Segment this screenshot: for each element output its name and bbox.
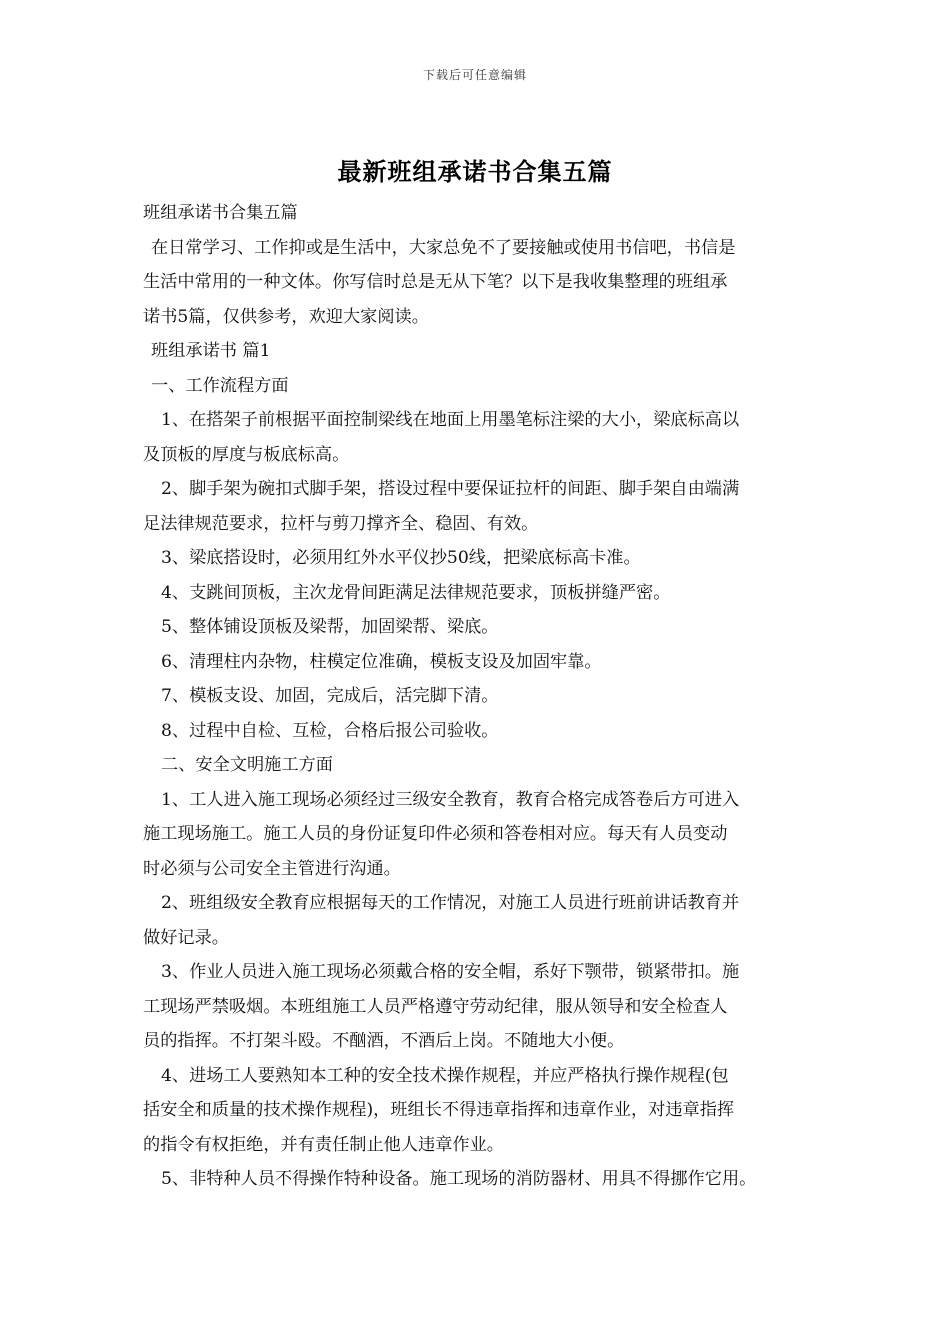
- text-line: 2、脚手架为碗扣式脚手架，搭设过程中要保证拉杆的间距、脚手架自由端满: [161, 479, 740, 499]
- page-header: 下载后可任意编辑: [422, 68, 527, 82]
- text-line: 施工现场施工。施工人员的身份证复印件必须和答卷相对应。每天有人员变动: [143, 824, 728, 844]
- text-line: 4、支跳间顶板，主次龙骨间距满足法律规范要求，顶板拼缝严密。: [161, 582, 671, 603]
- text-line: 员的指挥。不打架斗殴。不酗酒，不酒后上岗。不随地大小便。: [143, 1031, 625, 1051]
- text-line: 8、过程中自检、互检，合格后报公司验收。: [161, 720, 499, 741]
- text-line: 1、工人进入施工现场必须经过三级安全教育，教育合格完成答卷后方可进入: [161, 789, 740, 810]
- text-line: 生活中常用的一种文体。你写信时总是无从下笔？以下是我收集整理的班组承: [143, 272, 728, 292]
- text-line: 7、模板支设、加固，完成后，活完脚下清。: [161, 686, 499, 706]
- text-line: 3、作业人员进入施工现场必须戴合格的安全帽，系好下颚带，锁紧带扣。施: [161, 962, 740, 982]
- text-line: 在日常学习、工作抑或是生活中，大家总免不了要接触或使用书信吧，书信是: [151, 237, 736, 258]
- text-line: 6、清理柱内杂物，柱模定位准确，模板支设及加固牢靠。: [161, 651, 602, 672]
- text-line: 工现场严禁吸烟。本班组施工人员严格遵守劳动纪律，服从领导和安全检查人: [143, 996, 728, 1017]
- document-body: [143, 196, 813, 1197]
- text-line: 2、班组级安全教育应根据每天的工作情况，对施工人员进行班前讲话教育并: [161, 893, 740, 913]
- text-line: 3、梁底搭设时，必须用红外水平仪抄50线，把梁底标高卡准。: [161, 548, 641, 568]
- text-line: 一、工作流程方面: [151, 375, 289, 396]
- text-line: 班组承诺书 篇1: [151, 341, 271, 361]
- text-line: 足法律规范要求，拉杆与剪刀撑齐全、稳固、有效。: [143, 513, 539, 534]
- text-line: 5、整体铺设顶板及梁帮，加固梁帮、梁底。: [161, 617, 499, 637]
- text-line: 4、进场工人要熟知本工种的安全技术操作规程，并应严格执行操作规程(包: [161, 1065, 729, 1086]
- text-line: 班组承诺书合集五篇: [143, 203, 298, 223]
- text-line: 5、非特种人员不得操作特种设备。施工现场的消防器材、用具不得挪作它用。: [161, 1169, 757, 1189]
- text-line: 二、安全文明施工方面: [161, 755, 333, 775]
- text-line: 1、在搭架子前根据平面控制梁线在地面上用墨笔标注梁的大小，梁底标高以: [161, 410, 740, 430]
- text-line: 时必须与公司安全主管进行沟通。: [143, 858, 401, 879]
- document-title: 最新班组承诺书合集五篇: [337, 157, 613, 186]
- text-line: 括安全和质量的技术操作规程)，班组长不得违章指挥和违章作业，对违章指挥: [143, 1100, 735, 1120]
- text-line: 及顶板的厚度与板底标高。: [143, 444, 350, 465]
- text-line: 做好记录。: [143, 927, 229, 948]
- text-line: 的指令有权拒绝，并有责任制止他人违章作业。: [143, 1134, 504, 1155]
- text-line: 诺书5篇，仅供参考，欢迎大家阅读。: [143, 306, 429, 327]
